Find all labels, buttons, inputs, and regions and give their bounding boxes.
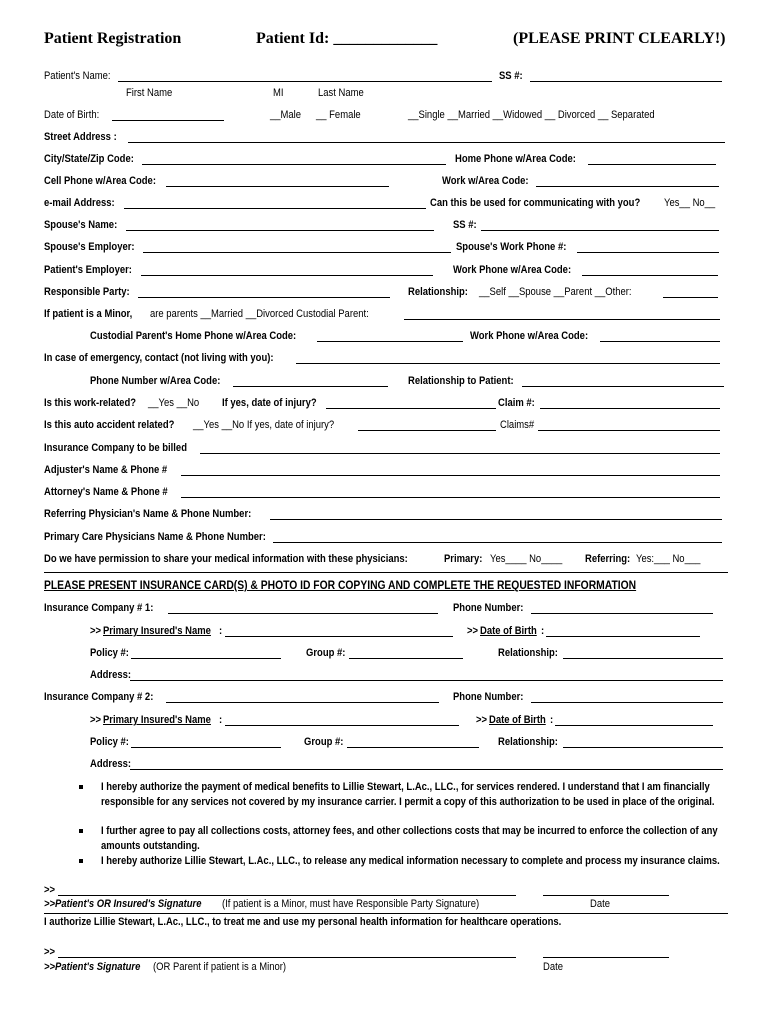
- insurance-2-phone-label: Phone Number:: [453, 691, 524, 703]
- bullet-icon: [79, 785, 83, 789]
- colon-glyph: :: [219, 714, 223, 726]
- insurance-section-title: PLEASE PRESENT INSURANCE CARD(S) & PHOTO ID FOR COPYING AND COMPLETE THE REQUESTED INFORMATION: [44, 578, 637, 592]
- patient-employer-label: Patient's Employer:: [44, 264, 132, 276]
- home-phone-line[interactable]: [588, 164, 716, 165]
- policy-2-line[interactable]: [131, 747, 281, 748]
- insured-signature-date-line[interactable]: [543, 895, 669, 896]
- attorney-line[interactable]: [181, 497, 720, 498]
- email-comm-question: Can this be used for communicating with you?: [430, 197, 641, 209]
- patient-work-phone-label: Work Phone w/Area Code:: [453, 264, 572, 276]
- auto-injury-date-line[interactable]: [358, 430, 496, 431]
- first-name-caption: First Name: [126, 87, 173, 99]
- insured-signature-label: >>Patient's OR Insured's Signature: [44, 898, 202, 910]
- patient-work-phone-line[interactable]: [582, 275, 718, 276]
- home-phone-label: Home Phone w/Area Code:: [455, 153, 576, 165]
- ss-label: SS #:: [499, 70, 523, 82]
- relationship-2-label: Relationship:: [498, 736, 558, 748]
- work-phone-line[interactable]: [536, 186, 719, 187]
- patient-signature-date-label: Date: [543, 961, 563, 973]
- auto-claims-label: Claims#: [500, 419, 535, 431]
- patient-name-label: Patient's Name:: [44, 70, 111, 82]
- injury-date-label: If yes, date of injury?: [222, 397, 317, 409]
- patient-name-line[interactable]: [118, 81, 492, 82]
- insurance-2-phone-line[interactable]: [531, 702, 723, 703]
- spouse-ss-label: SS #:: [453, 219, 477, 231]
- address-1-label: Address:: [90, 669, 132, 681]
- minor-label: If patient is a Minor,: [44, 308, 133, 320]
- relationship-label: Relationship:: [408, 286, 468, 298]
- address-2-line[interactable]: [130, 769, 723, 770]
- cell-phone-label: Cell Phone w/Area Code:: [44, 175, 156, 187]
- insurance-company-2-label: Insurance Company # 2:: [44, 691, 154, 703]
- insured-1-dob-label: Date of Birth: [480, 625, 537, 637]
- primary-insured-2-prefix: >>: [90, 714, 102, 726]
- city-line[interactable]: [142, 164, 446, 165]
- signature-arrow-2: >>: [44, 946, 56, 958]
- email-comm-yes-no[interactable]: Yes__ No__: [664, 197, 716, 209]
- auto-accident-question: Is this auto accident related?: [44, 419, 175, 431]
- injury-date-line[interactable]: [326, 408, 496, 409]
- pcp-label: Primary Care Physicians Name & Phone Number:: [44, 531, 266, 543]
- group-2-line[interactable]: [347, 747, 479, 748]
- primary-insured-1-prefix: >>: [90, 625, 102, 637]
- adjuster-line[interactable]: [181, 475, 720, 476]
- referring-physician-label: Referring Physician's Name & Phone Number:: [44, 508, 252, 520]
- attorney-label: Attorney's Name & Phone #: [44, 486, 168, 498]
- insurance-1-phone-line[interactable]: [531, 613, 713, 614]
- street-label: Street Address :: [44, 131, 117, 143]
- authorization-release: I hereby authorize Lillie Stewart, L.Ac., LLC., to release any medical information necessary to complete and process my insurance claims.: [101, 855, 720, 867]
- spouse-name-label: Spouse's Name:: [44, 219, 118, 231]
- claim-label: Claim #:: [498, 397, 535, 409]
- spouse-work-phone-line[interactable]: [577, 252, 719, 253]
- relationship-1-line[interactable]: [563, 658, 723, 659]
- colon-glyph: :: [219, 625, 223, 637]
- address-1-line[interactable]: [130, 680, 723, 681]
- custodial-work-phone-label: Work Phone w/Area Code:: [470, 330, 589, 342]
- bullet-icon: [79, 829, 83, 833]
- dob-line[interactable]: [112, 120, 224, 121]
- mi-caption: MI: [273, 87, 284, 99]
- email-line[interactable]: [124, 208, 426, 209]
- insured-signature-date-label: Date: [590, 898, 610, 910]
- patient-signature-line[interactable]: [58, 957, 516, 958]
- dob-label: Date of Birth:: [44, 109, 100, 121]
- relationship-other-line[interactable]: [663, 297, 718, 298]
- signature-arrow: >>: [44, 884, 56, 896]
- cell-phone-line[interactable]: [166, 186, 389, 187]
- insured-1-dob-line[interactable]: [546, 636, 700, 637]
- claim-line[interactable]: [540, 408, 720, 409]
- relationship-2-line[interactable]: [563, 747, 723, 748]
- permission-primary-label: Primary:: [444, 553, 483, 565]
- custodial-home-phone-label: Custodial Parent's Home Phone w/Area Code:: [90, 330, 297, 342]
- insured-signature-note: (If patient is a Minor, must have Responsible Party Signature): [222, 898, 480, 910]
- insured-2-dob-prefix: >>: [476, 714, 488, 726]
- emergency-phone-label: Phone Number w/Area Code:: [90, 375, 221, 387]
- auto-claims-line[interactable]: [538, 430, 720, 431]
- responsible-party-label: Responsible Party:: [44, 286, 130, 298]
- marital-options[interactable]: __Single __Married __Widowed __ Divorced __ Separated: [408, 109, 655, 121]
- female-option[interactable]: __ Female: [316, 109, 361, 121]
- referring-physician-line[interactable]: [270, 519, 722, 520]
- auto-accident-options[interactable]: __Yes __No If yes, date of injury?: [193, 419, 335, 431]
- emergency-relationship-line[interactable]: [522, 386, 724, 387]
- permission-referring-options[interactable]: Yes:___ No___: [636, 553, 701, 565]
- patient-id-label: Patient Id: _____________: [256, 30, 438, 47]
- group-1-line[interactable]: [349, 658, 463, 659]
- spouse-ss-line[interactable]: [481, 230, 719, 231]
- relationship-1-label: Relationship:: [498, 647, 558, 659]
- emergency-phone-line[interactable]: [233, 386, 388, 387]
- spouse-work-phone-label: Spouse's Work Phone #:: [456, 241, 567, 253]
- bullet-icon: [79, 859, 83, 863]
- insured-2-dob-label: Date of Birth: [489, 714, 546, 726]
- insured-2-dob-line[interactable]: [555, 725, 713, 726]
- patient-signature-date-line[interactable]: [543, 957, 669, 958]
- insurance-company-1-label: Insurance Company # 1:: [44, 602, 154, 614]
- patient-signature-label: >>Patient's Signature: [44, 961, 141, 973]
- insured-1-dob-prefix: >>: [467, 625, 479, 637]
- minor-parent-options[interactable]: are parents __Married __Divorced Custodial Parent:: [150, 308, 369, 320]
- emergency-contact-line[interactable]: [296, 363, 720, 364]
- primary-insured-1-line[interactable]: [225, 636, 453, 637]
- patient-signature-note: (OR Parent if patient is a Minor): [153, 961, 287, 973]
- responsible-party-line[interactable]: [138, 297, 390, 298]
- work-phone-label: Work w/Area Code:: [442, 175, 529, 187]
- pcp-line[interactable]: [273, 542, 722, 543]
- email-label: e-mail Address:: [44, 197, 115, 209]
- signature-divider: [44, 913, 728, 914]
- patient-employer-line[interactable]: [141, 275, 433, 276]
- authorization-payment: I hereby authorize the payment of medical benefits to Lillie Stewart, L.Ac., LLC., for services rendered. I understand that I am financially responsible for any services not covered by my insurance carrier. I permit a copy of this authorization to be used in place of the original.: [101, 781, 715, 808]
- primary-insured-2-line[interactable]: [225, 725, 459, 726]
- permission-question: Do we have permission to share your medical information with these physicians:: [44, 553, 408, 565]
- colon-glyph: :: [541, 625, 545, 637]
- custodial-work-phone-line[interactable]: [600, 341, 720, 342]
- group-1-label: Group #:: [306, 647, 346, 659]
- treatment-consent: I authorize Lillie Stewart, L.Ac., LLC., to treat me and use my personal health information for healthcare operations.: [44, 916, 562, 928]
- policy-1-line[interactable]: [131, 658, 281, 659]
- primary-insured-1-label: Primary Insured's Name: [103, 625, 211, 637]
- work-related-question: Is this work-related?: [44, 397, 137, 409]
- section-divider: [44, 572, 728, 573]
- male-option[interactable]: __Male: [270, 109, 302, 121]
- print-clearly-notice: (PLEASE PRINT CLEARLY!): [513, 30, 726, 47]
- policy-2-label: Policy #:: [90, 736, 129, 748]
- insurance-company-1-line[interactable]: [168, 613, 438, 614]
- spouse-name-line[interactable]: [126, 230, 434, 231]
- emergency-contact-label: In case of emergency, contact (not living with you):: [44, 352, 274, 364]
- adjuster-label: Adjuster's Name & Phone #: [44, 464, 168, 476]
- relationship-options[interactable]: __Self __Spouse __Parent __Other:: [479, 286, 632, 298]
- insured-signature-line[interactable]: [58, 895, 516, 896]
- last-name-caption: Last Name: [318, 87, 364, 99]
- permission-referring-label: Referring:: [585, 553, 631, 565]
- custodial-parent-line[interactable]: [404, 319, 720, 320]
- city-label: City/State/Zip Code:: [44, 153, 134, 165]
- policy-1-label: Policy #:: [90, 647, 129, 659]
- spouse-employer-label: Spouse's Employer:: [44, 241, 135, 253]
- address-2-label: Address:: [90, 758, 132, 770]
- authorization-collections: I further agree to pay all collections costs, attorney fees, and other collections costs that may be incurred to enforce the collection of any amounts outstanding.: [101, 825, 718, 852]
- group-2-label: Group #:: [304, 736, 344, 748]
- insurance-1-phone-label: Phone Number:: [453, 602, 524, 614]
- custodial-home-phone-line[interactable]: [317, 341, 463, 342]
- primary-insured-2-label: Primary Insured's Name: [103, 714, 211, 726]
- permission-primary-options[interactable]: Yes____ No____: [490, 553, 563, 565]
- insurance-billed-line[interactable]: [200, 453, 720, 454]
- insurance-company-2-line[interactable]: [166, 702, 439, 703]
- ss-line[interactable]: [530, 81, 722, 82]
- colon-glyph: :: [550, 714, 554, 726]
- insurance-billed-label: Insurance Company to be billed: [44, 442, 187, 454]
- street-line[interactable]: [128, 142, 725, 143]
- form-title: Patient Registration: [44, 30, 182, 47]
- work-related-options[interactable]: __Yes __No: [148, 397, 200, 409]
- spouse-employer-line[interactable]: [143, 252, 451, 253]
- emergency-relationship-label: Relationship to Patient:: [408, 375, 514, 387]
